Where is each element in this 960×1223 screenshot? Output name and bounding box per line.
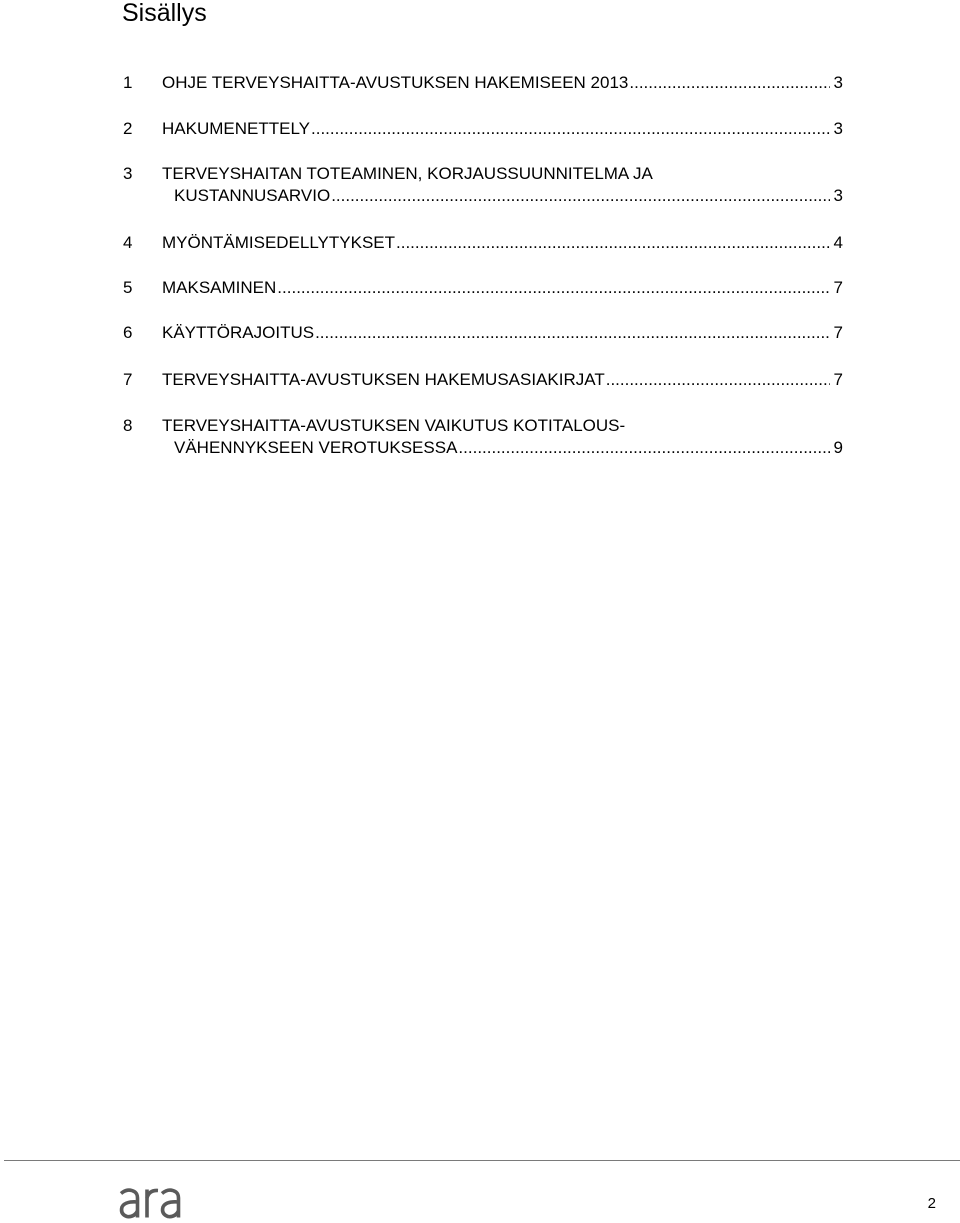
toc-heading: Sisällys [122,0,207,27]
toc-entry-title: TERVEYSHAITTA-AVUSTUKSEN VAIKUTUS KOTITALOUS- [162,416,626,435]
toc-entry-7[interactable] [123,369,843,391]
toc-entry-page: 4 [833,233,843,252]
toc-entry-5[interactable] [123,277,843,299]
toc-entry-1[interactable] [123,72,843,94]
toc-entry-page: 3 [833,186,843,205]
toc-entry-title: TERVEYSHAITTA-AVUSTUKSEN HAKEMUSASIAKIRJAT [162,370,605,389]
toc-entry-6[interactable] [123,322,843,344]
toc-entry-title: TERVEYSHAITAN TOTEAMINEN, KORJAUSSUUNNITELMA JA [162,164,653,183]
toc-entry-number: 3 [123,164,133,183]
ara-logo [118,1181,190,1221]
toc-entry-page: 3 [833,119,843,138]
dot-leader [331,185,830,207]
toc-entry-page: 7 [833,370,843,389]
dot-leader [629,72,830,94]
toc-entry-title: OHJE TERVEYSHAITTA-AVUSTUKSEN HAKEMISEEN 2013 [162,73,629,92]
toc-entry-page: 7 [833,278,843,297]
toc-entry-title: HAKUMENETTELY [162,119,310,138]
dot-leader [606,369,830,391]
toc-entry-number: 1 [123,73,133,92]
toc-entry-8[interactable] [123,415,843,459]
toc-entry-number: 8 [123,416,133,435]
toc-entry-number: 7 [123,370,133,389]
dot-leader [311,118,830,140]
dot-leader [277,277,830,299]
toc-entry-page: 3 [833,73,843,92]
toc-entry-number: 4 [123,233,133,252]
toc-entry-page: 9 [833,438,843,457]
toc-entry-2[interactable] [123,118,843,140]
toc-entry-page: 7 [833,323,843,342]
toc-entry-4[interactable] [123,232,843,254]
toc-entry-3[interactable] [123,163,843,207]
toc-entry-number: 6 [123,323,133,342]
toc-entry-title-continued: VÄHENNYKSEEN VEROTUKSESSA [174,438,458,457]
toc-entry-title: KÄYTTÖRAJOITUS [162,323,315,342]
footer-divider [4,1160,960,1161]
dot-leader [458,437,830,459]
dot-leader [315,322,830,344]
dot-leader [396,232,830,254]
toc-entry-title: MAKSAMINEN [162,278,277,297]
toc-entry-title: MYÖNTÄMISEDELLYTYKSET [162,233,396,252]
toc-entry-title-continued: KUSTANNUSARVIO [174,186,331,205]
toc-entry-number: 5 [123,278,133,297]
page-number: 2 [927,1195,936,1212]
toc-entry-number: 2 [123,119,133,138]
